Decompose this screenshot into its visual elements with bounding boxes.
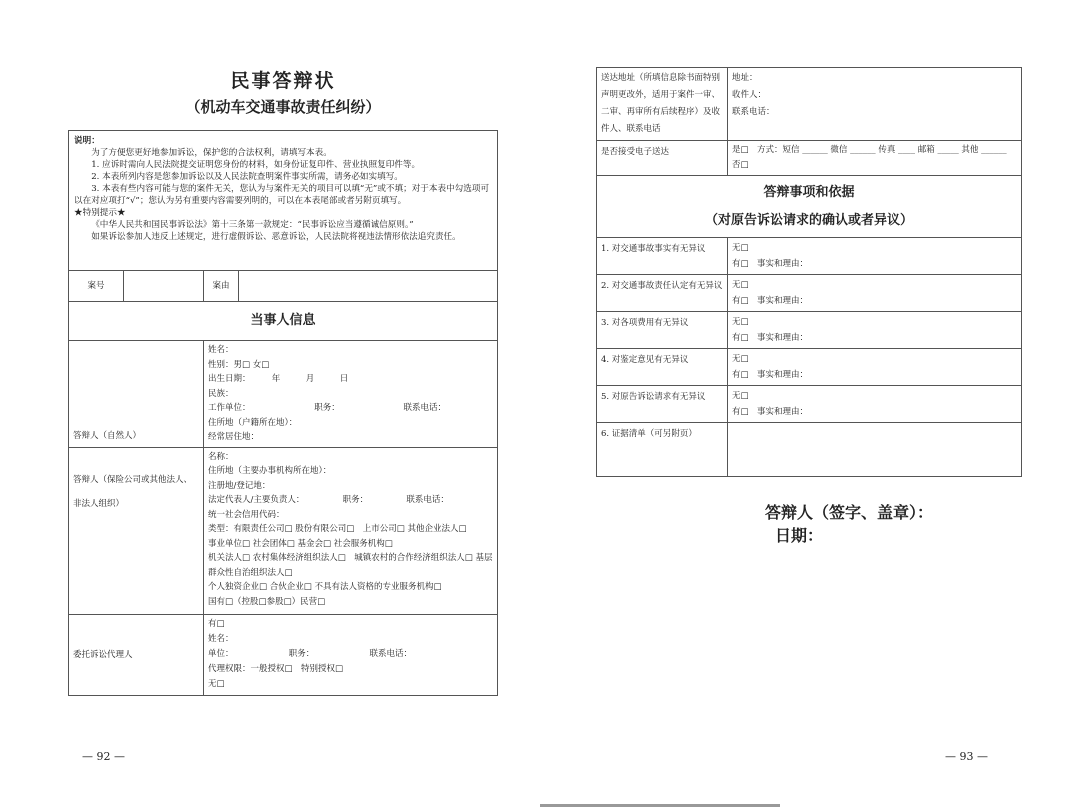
field: 民族：	[208, 388, 234, 399]
field: 法定代表人/主要负责人： 职务： 联系电话：	[208, 495, 449, 505]
case-cause-label: 案由	[204, 271, 239, 302]
natural-person-fields[interactable]	[204, 341, 498, 448]
field: 姓名：	[208, 633, 234, 644]
field: 收件人：	[732, 90, 767, 100]
date-label: 日期：	[775, 526, 824, 545]
field: 出生日期： 年 月 日	[208, 374, 349, 384]
tip: 《中华人民共和国民事诉讼法》第十三条第一款规定：“民事诉讼应当遵循诚信原则。”	[91, 220, 414, 230]
item-answer[interactable]	[728, 275, 1022, 312]
case-cause-field[interactable]	[239, 271, 498, 302]
field: 性别：男□ 女□	[208, 359, 270, 370]
service-address-label: 送达地址（所填信息除书面特别声明更改外，适用于案件一审、二审、再审所有后续程序）及收件人、联系电话	[597, 68, 728, 141]
field: 代理权限：一般授权□ 特别授权□	[208, 663, 344, 674]
natural-person-label: 答辩人（自然人）	[69, 341, 204, 448]
field: 国有□（控股□参股□）民营□	[208, 596, 326, 607]
defense-section-header	[597, 176, 1022, 238]
field: 住所地（户籍所在地）：	[208, 417, 298, 428]
field: 名称：	[208, 451, 234, 462]
field: 否□	[732, 160, 749, 170]
e-service-fields[interactable]	[728, 141, 1022, 176]
field: 经常居住地：	[208, 432, 260, 442]
field: 联系电话：	[732, 107, 775, 117]
field: 单位： 职务： 联系电话：	[208, 648, 413, 659]
field: 个人独资企业□ 合伙企业□ 不具有法人资格的专业服务机构□	[208, 582, 442, 592]
note: 1. 应诉时需向人民法院提交证明您身份的材料，如身份证复印件、营业执照复印件等。	[91, 160, 421, 170]
item-label: 2. 对交通事故责任认定有无异议	[597, 275, 728, 312]
field: 统一社会信用代码：	[208, 509, 285, 520]
instructions	[69, 131, 498, 271]
field: 机关法人□ 农村集体经济组织法人□ 城镇农村的合作经济组织法人□ 基层群众性自治组织法人□	[208, 553, 493, 578]
item-answer[interactable]	[728, 238, 1022, 275]
item-answer[interactable]	[728, 349, 1022, 386]
option-no[interactable]: 无□	[732, 280, 749, 290]
option-no[interactable]: 无□	[732, 391, 749, 401]
agent-fields[interactable]	[204, 614, 498, 695]
field: 有□	[208, 618, 225, 629]
notes-heading: 说明：	[74, 136, 100, 146]
tip: 如果诉讼参加人违反上述规定，进行虚假诉讼、恶意诉讼，人民法院将视违法情形依法追究责任。	[91, 232, 461, 242]
option-yes[interactable]: 有□ 事实和理由：	[732, 370, 809, 380]
field: 地址：	[732, 73, 758, 83]
e-service-label: 是否接受电子送达	[597, 141, 728, 176]
document-subtitle: （机动车交通事故责任纠纷）	[185, 98, 381, 116]
field: 注册地/登记地：	[208, 480, 271, 491]
field: 住所地（主要办事机构所在地）：	[208, 466, 332, 476]
item-label: 5. 对原告诉讼请求有无异议	[597, 386, 728, 423]
legal-entity-fields[interactable]	[204, 447, 498, 614]
tip-heading: ★特别提示★	[74, 208, 126, 218]
field: 是□ 方式：短信 ______ 微信 ______ 传真 ____ 邮箱 _____ 其他 ______	[732, 145, 1007, 155]
agent-label: 委托诉讼代理人	[69, 614, 204, 695]
case-number-field[interactable]	[124, 271, 204, 302]
field: 事业单位□ 社会团体□ 基金会□ 社会服务机构□	[208, 538, 393, 549]
case-number-label: 案号	[69, 271, 124, 302]
page-number-left: — 92 —	[82, 750, 125, 763]
item-answer[interactable]	[728, 386, 1022, 423]
note: 为了方便您更好地参加诉讼，保护您的合法权利，请填写本表。	[91, 148, 332, 158]
option-yes[interactable]: 有□ 事实和理由：	[732, 296, 809, 306]
document-title: 民事答辩状	[230, 70, 336, 92]
field: 类型：有限责任公司□ 股份有限公司□ 上市公司□ 其他企业法人□	[208, 524, 467, 534]
note: 3. 本表有些内容可能与您的案件无关，您认为与案件无关的项目可以填“无”或不填；对于本表中勾选项可以在对应项打“√”；您认为另有重要内容需要列明的，可以在本表尾部或者另附页填写。	[74, 184, 490, 206]
option-yes[interactable]: 有□ 事实和理由：	[732, 407, 809, 417]
legal-entity-label: 答辩人（保险公司或其他法人、非法人组织）	[69, 447, 204, 614]
item-label: 1. 对交通事故事实有无异议	[597, 238, 728, 275]
page-number-right: — 93 —	[945, 750, 988, 763]
left-form-table	[68, 130, 498, 696]
section-subtitle: （对原告诉讼请求的确认或者异议）	[704, 212, 913, 228]
option-no[interactable]: 无□	[732, 354, 749, 364]
scan-edge	[540, 804, 780, 807]
option-yes[interactable]: 有□ 事实和理由：	[732, 259, 809, 269]
field: 无□	[208, 678, 225, 689]
note: 2. 本表所列内容是您参加诉讼以及人民法院查明案件事实所需，请务必如实填写。	[91, 172, 403, 182]
option-yes[interactable]: 有□ 事实和理由：	[732, 333, 809, 343]
evidence-list-field[interactable]	[728, 423, 1022, 477]
parties-header: 当事人信息	[69, 302, 498, 341]
field: 工作单位： 职务： 联系电话：	[208, 403, 447, 413]
option-no[interactable]: 无□	[732, 243, 749, 253]
item-label: 3. 对各项费用有无异议	[597, 312, 728, 349]
option-no[interactable]: 无□	[732, 317, 749, 327]
right-form-table	[596, 67, 1022, 477]
section-title: 答辩事项和依据	[763, 184, 855, 200]
signature-label: 答辩人（签字、盖章）：	[765, 503, 934, 522]
item-answer[interactable]	[728, 312, 1022, 349]
service-address-fields[interactable]	[728, 68, 1022, 141]
item-label: 4. 对鉴定意见有无异议	[597, 349, 728, 386]
field: 姓名：	[208, 345, 234, 355]
evidence-list-label: 6. 证据清单（可另附页）	[597, 423, 728, 477]
